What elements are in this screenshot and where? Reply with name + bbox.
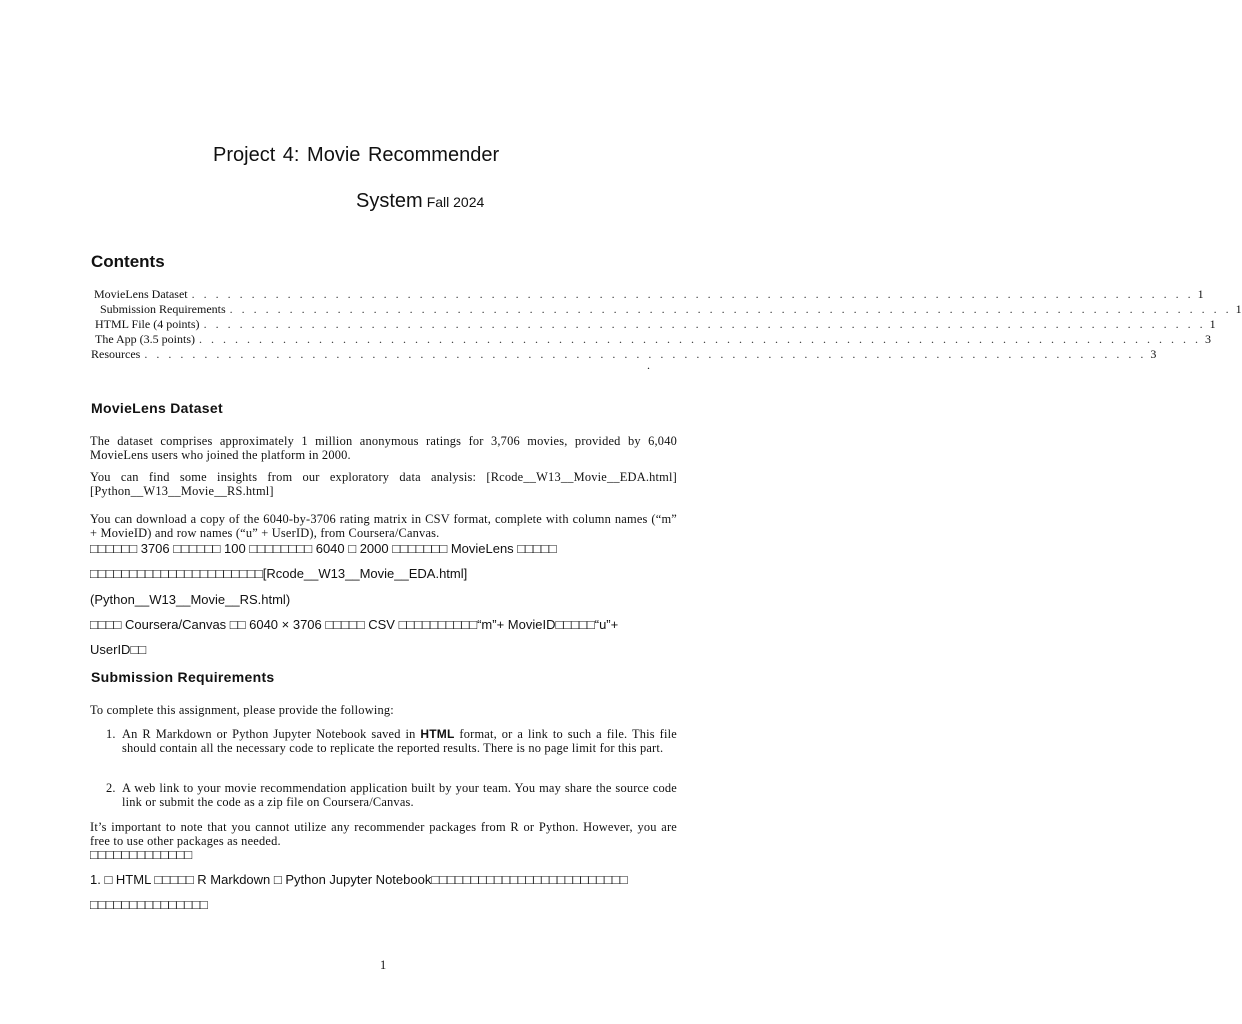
- submission-translation-line-2: 1. □ HTML □□□□□ R Markdown □ Python Jupyter Notebook□□□□□□□□□□□□□□□□□□□□□□□□□: [90, 872, 628, 887]
- toc-entry-html-file[interactable]: [95, 317, 1216, 332]
- submission-list-item-2: [106, 781, 677, 809]
- toc-entry-page: 3: [1150, 347, 1157, 361]
- submission-note: It’s important to note that you cannot utilize any recommender packages from R or Python. However, you are free to use other packages as needed.: [90, 820, 677, 848]
- submission-translation-line-1: □□□□□□□□□□□□□: [90, 847, 193, 862]
- toc-entry-page: 1: [1235, 302, 1242, 316]
- toc-leader-dots: . . . . . . . . . . . . . . . . . . . . . . . . . . . . . . . . . . . . . . . . . . . . . . . . . . . . . . . . . . . . . . . . . . . . . . . . . . . . . . . . . . . .: [203, 317, 1206, 331]
- section-heading-submission: Submission Requirements: [91, 669, 275, 685]
- submission-translation-line-3: □□□□□□□□□□□□□□□: [90, 897, 208, 912]
- list-item-number: 2.: [106, 781, 116, 795]
- movielens-translation-line-2: □□□□□□□□□□□□□□□□□□□□□□[Rcode__W13__Movie__EDA.html]: [90, 566, 468, 581]
- movielens-paragraph-1: The dataset comprises approximately 1 million anonymous ratings for 3,706 movies, provided by 6,040 MovieLens users who joined the platform in 2000.: [90, 434, 677, 462]
- toc-trailing-dot: .: [647, 358, 650, 372]
- document-semester: Fall 2024: [426, 194, 485, 210]
- toc-entry-label: Submission Requirements: [100, 302, 226, 316]
- submission-list-item-1: [106, 727, 677, 755]
- movielens-translation-line-3: (Python__W13__Movie__RS.html): [90, 592, 291, 607]
- movielens-translation-line-1: □□□□□□ 3706 □□□□□□ 100 □□□□□□□□ 6040 □ 2000 □□□□□□□ MovieLens □□□□□: [90, 541, 557, 556]
- movielens-translation-line-4: □□□□ Coursera/Canvas □□ 6040 × 3706 □□□□□ CSV □□□□□□□□□□“m”+ MovieID□□□□□“u”+: [90, 617, 619, 632]
- list-item-text-part: format, or a link to such a file. This file should contain all the necessary code to replicate the reported results. There is no page limit for this part.: [122, 727, 677, 755]
- html-format-emphasis: HTML: [420, 727, 455, 741]
- toc-entry-label: Resources: [91, 347, 141, 361]
- list-item-text: [122, 727, 677, 755]
- toc-leader-dots: . . . . . . . . . . . . . . . . . . . . . . . . . . . . . . . . . . . . . . . . . . . . . . . . . . . . . . . . . . . . . . . . . . . . . . . . . . . . . . . . . . . .: [144, 347, 1147, 361]
- list-item-text: A web link to your movie recommendation application built by your team. You may share the source code link or submit the code as a zip file on Coursera/Canvas.: [122, 781, 677, 809]
- toc-entry-label: HTML File (4 points): [95, 317, 200, 331]
- contents-heading: Contents: [91, 252, 165, 271]
- page-number: 1: [380, 958, 387, 972]
- movielens-paragraph-3: You can download a copy of the 6040-by-3706 rating matrix in CSV format, complete with column names (“m” + MovieID) and row names (“u” + UserID), from Coursera/Canvas.: [90, 512, 677, 540]
- toc-entry-page: 3: [1205, 332, 1211, 346]
- submission-intro: To complete this assignment, please provide the following:: [90, 703, 394, 717]
- document-title-system: System: [356, 190, 423, 212]
- toc-entry-resources[interactable]: [91, 347, 1157, 362]
- toc-leader-dots: . . . . . . . . . . . . . . . . . . . . . . . . . . . . . . . . . . . . . . . . . . . . . . . . . . . . . . . . . . . . . . . . . . . . . . . . . . . . . . . . . . . .: [199, 332, 1201, 346]
- toc-leader-dots: . . . . . . . . . . . . . . . . . . . . . . . . . . . . . . . . . . . . . . . . . . . . . . . . . . . . . . . . . . . . . . . . . . . . . . . . . . . . . . . . . . . .: [229, 302, 1232, 316]
- section-heading-movielens: MovieLens Dataset: [91, 400, 223, 416]
- toc-entry-movielens[interactable]: [94, 287, 1204, 302]
- toc-entry-page: 1: [1209, 317, 1216, 331]
- document-title-line2: [356, 190, 484, 213]
- document-title-line1: Project 4: Movie Recommender: [213, 144, 500, 166]
- movielens-paragraph-2: You can find some insights from our exploratory data analysis: [Rcode__W13__Movie__EDA.html] [Python__W13__Movie__RS.html]: [90, 470, 677, 498]
- list-item-text-part: An R Markdown or Python Jupyter Notebook saved in: [122, 727, 421, 741]
- toc-entry-the-app[interactable]: [95, 332, 1211, 347]
- toc-leader-dots: . . . . . . . . . . . . . . . . . . . . . . . . . . . . . . . . . . . . . . . . . . . . . . . . . . . . . . . . . . . . . . . . . . . . . . . . . . . . . . . . . . . .: [191, 287, 1194, 301]
- toc-entry-label: MovieLens Dataset: [94, 287, 188, 301]
- toc-entry-page: 1: [1197, 287, 1204, 301]
- toc-entry-submission[interactable]: [100, 302, 1242, 317]
- list-item-number: 1.: [106, 727, 116, 741]
- movielens-translation-line-5: UserID□□: [90, 642, 147, 657]
- toc-entry-label: The App (3.5 points): [95, 332, 195, 346]
